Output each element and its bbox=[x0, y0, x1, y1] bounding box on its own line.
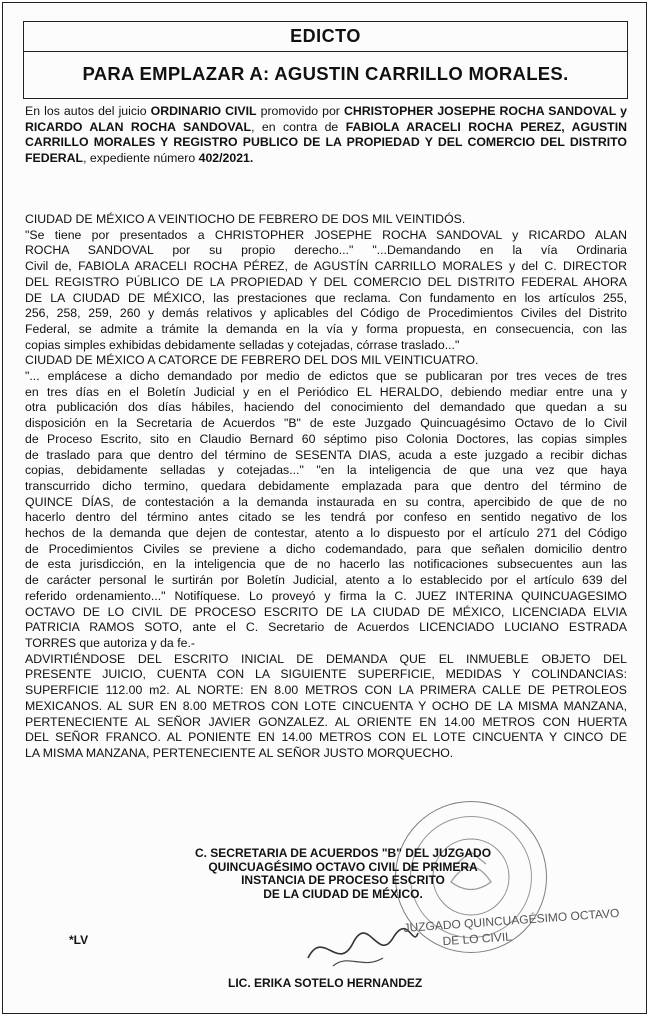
body-line: Civil de, FABIOLA ARACELI ROCHA PÉREZ, de AGUSTÍN CARRILLO MORALES y del C. DIRECTOR bbox=[25, 259, 627, 274]
body-line: CIUDAD DE MÉXICO A CATORCE DE FEBRERO DEL DOS MIL VEINTICUATRO. bbox=[25, 353, 479, 368]
body-line: "Se tiene por presentados a CHRISTOPHER JOSEPHE ROCHA SANDOVAL y RICARDO ALAN bbox=[25, 227, 627, 242]
body-line: OCTAVO DE LO CIVIL DE PROCESO ESCRITO DE LA CIUDAD DE MÉXICO, LICENCIADA ELVIA bbox=[25, 604, 627, 619]
initials: *LV bbox=[69, 933, 89, 947]
intro-bold-2: CHRISTOPHER JOSEPHE ROCHA SANDOVAL y RICARDO ALAN ROCHA SANDOVAL bbox=[25, 104, 628, 134]
signature-line: C. SECRETARIA DE ACUERDOS "B" DEL JUZGADO bbox=[194, 846, 492, 860]
intro-text-4: , expediente número bbox=[83, 151, 199, 166]
body-line: copias, debidamente selladas y cotejadas..." "en la inteligencia de que una vez que haya bbox=[25, 463, 627, 478]
body-line: SUPERFICIE 112.00 m2. AL NORTE: EN 8.00 METROS CON LA PRIMERA CALLE DE PETROLEOS bbox=[25, 683, 627, 698]
body-line: disposición en la Secretaria de Acuerdos "B" de este Juzgado Quincuagésimo Octavo de lo Civil bbox=[25, 416, 627, 431]
body-line: de traslado para que dentro del término de SESENTA DIAS, acuda a este juzgado a recibir dichas bbox=[25, 447, 627, 462]
edicto-page bbox=[2, 2, 647, 1014]
intro-paragraph bbox=[25, 104, 627, 167]
body-line: DEL SEÑOR FRANCO. AL PONIENTE EN 14.00 METROS CON EL LOTE CINCUENTA Y CINCO DE bbox=[25, 730, 627, 745]
court-stamp-line: DE LO CIVIL bbox=[442, 929, 513, 949]
body-line: de Procedimientos Civiles se previene a dicho codemandado, para que señalen domicilio dentro bbox=[25, 541, 627, 556]
body-line: de carácter personal le surtirán por Boletín Judicial, atento a lo establecido por el artículo 639 del bbox=[25, 573, 627, 588]
signature-line: DE LA CIUDAD DE MÉXICO. bbox=[263, 886, 423, 901]
body-line: de Proceso Escrito, sito en Claudio Bernard 60 séptimo piso Colonia Doctores, las copias simples bbox=[25, 431, 627, 446]
signature-line: QUINCUAGÉSIMO OCTAVO CIVIL DE PRIMERA bbox=[208, 859, 478, 874]
body-line: ADVIRTIÉNDOSE DEL ESCRITO INICIAL DE DEMANDA QUE EL INMUEBLE OBJETO DEL bbox=[25, 651, 627, 666]
intro-bold-1: ORDINARIO CIVIL bbox=[150, 104, 257, 118]
signature-line: INSTANCIA DE PROCESO ESCRITO bbox=[241, 873, 445, 887]
body-line: copias simples exhibidas debidamente selladas y cotejadas, córrase traslado..." bbox=[25, 337, 460, 352]
intro-bold-3: FABIOLA ARACELI ROCHA PEREZ, AGUSTIN CARRILLO MORALES Y REGISTRO PUBLICO DE LA PROPIEDAD Y DEL COMERCIO DEL DISTRITO FEDERAL bbox=[25, 119, 627, 166]
body-line: transcurrido dicho termino, quedara debidamente emplazada para que dentro del término de bbox=[25, 478, 627, 493]
body-line: DE LA CIUDAD DE MÉXICO, las prestaciones que reclama. Con fundamento en los artículos 255, bbox=[25, 290, 627, 305]
edicto-title: EDICTO bbox=[290, 26, 361, 46]
body-line: CIUDAD DE MÉXICO A VEINTIOCHO DE FEBRERO DE DOS MIL VEINTIDÓS. bbox=[25, 212, 466, 226]
body-line: en tres días en el Boletín Judicial y en el Periódico EL HERALDO, debiendo mediar entre una y bbox=[25, 384, 627, 399]
body-line: MEXICANOS. AL SUR EN 8.00 METROS CON LOTE CINCUENTA Y OCHO DE LA MISMA MANZANA, bbox=[25, 698, 627, 713]
body-line: Federal, se admite a trámite la demanda en la vía y forma propuesta, en consecuencia, con las bbox=[25, 321, 627, 336]
signature-block bbox=[163, 847, 523, 901]
header-box bbox=[23, 21, 628, 99]
body-line: hechos de la demanda que dejen de contestar, atento a lo dispuesto por el artículo 271 del Código bbox=[25, 526, 627, 541]
body-line: "... emplácese a dicho demandado por medio de edictos que se publicaran por tres veces de tres bbox=[25, 369, 627, 384]
body-line: PATRICIA RAMOS SOTO, ante el C. Secretario de Acuerdos LICENCIADO LUCIANO ESTRADA bbox=[25, 620, 627, 635]
body-line: PERTENECIENTE AL SEÑOR JAVIER GONZALEZ. AL ORIENTE EN 14.00 METROS CON HUERTA bbox=[25, 714, 627, 729]
body-line: TORRES que autoriza y da fe.- bbox=[25, 635, 195, 650]
body-line: DEL REGISTRO PÚBLICO DE LA PROPIEDAD Y DEL COMERCIO DEL DISTRITO FEDERAL AHORA bbox=[25, 274, 627, 289]
body-text bbox=[25, 212, 627, 762]
header-divider bbox=[24, 51, 627, 52]
body-line: ROCHA SANDOVAL por su propio derecho..." "...Demandando en la vía Ordinaria bbox=[25, 243, 627, 258]
body-line: de esta jurisdicción, en la inteligencia que de no hacerlo las notificaciones subsecuentes aun las bbox=[25, 557, 627, 572]
body-line: LA MISMA MANZANA, PERTENECIENTE AL SEÑOR JUSTO MORQUECHO. bbox=[25, 745, 454, 760]
body-line: hacerlo dentro del término antes citado se les tendrá por confeso en sentido negativo de los bbox=[25, 510, 627, 525]
body-line: otra publicación dos días hábiles, haciendo del conocimiento del demandado que quedan a su bbox=[25, 400, 627, 415]
body-line: PRESENTE JUICIO, CUENTA CON LA SIGUIENTE SUPERFICIE, MEDIDAS Y COLINDANCIAS: bbox=[25, 667, 627, 682]
intro-text-1: En los autos del juicio bbox=[25, 104, 151, 118]
body-line: 256, 258, 259, 260 y demás relativos y aplicables del Código de Procedimientos Civiles del Distrito bbox=[25, 306, 627, 321]
emplazar-title: PARA EMPLAZAR A: AGUSTIN CARRILLO MORALES. bbox=[82, 63, 569, 84]
intro-text-3: , en contra de bbox=[251, 119, 346, 134]
body-line: QUINCE DÍAS, de contestación a la demanda instaurada en su contra, apercibido de que de no bbox=[25, 494, 627, 509]
intro-text-2: promovido por bbox=[256, 104, 344, 118]
signer-name: LIC. ERIKA SOTELO HERNANDEZ bbox=[228, 976, 423, 990]
court-stamp-line: JUZGADO QUINCUAGÉSIMO OCTAVO bbox=[403, 905, 620, 935]
intro-bold-4: 402/2021. bbox=[198, 151, 254, 166]
body-line: referido ordenamiento..." Notifíquese. Lo proveyó y firma la C. JUEZ INTERINA QUINCUAGESIMO bbox=[25, 588, 627, 603]
